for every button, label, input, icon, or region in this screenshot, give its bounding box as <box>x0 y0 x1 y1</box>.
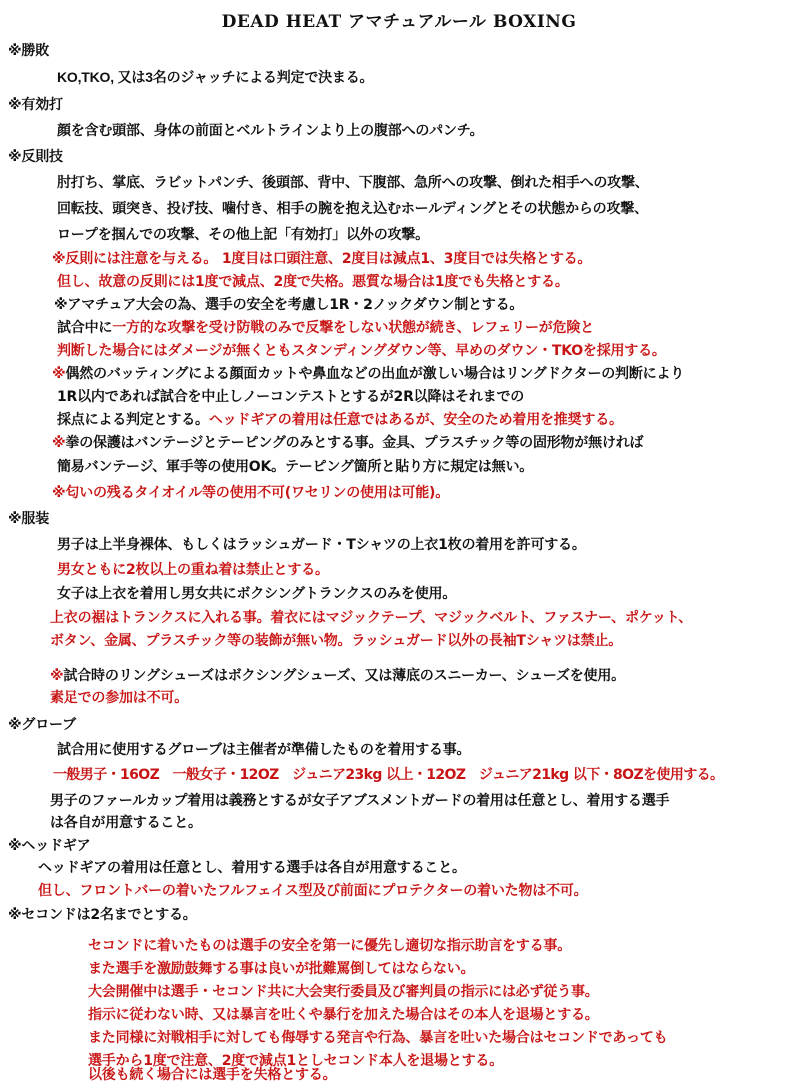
fukusou-line-6-text: 試合時のリングシューズはボクシングシューズ、又は薄底のスニーカー、シューズを使用。 <box>63 668 625 684</box>
glove-line-4: は各自が用意すること。 <box>50 815 202 831</box>
second-line-4: 指示に従わない時、又は暴言を吐くや暴行を加えた場合はその本人を退場とする。 <box>88 1007 599 1023</box>
yuukoudaku-line-1: 顔を含む頭部、身体の前面とベルトラインより上の腹部へのパンチ。 <box>57 123 484 139</box>
hansoku-line-10: 1R以内であれば試合を中止しノーコンテストとするが2R以降はそれまでの <box>57 389 525 405</box>
fukusou-line-5: ボタン、金属、プラスチック等の装飾が無い物。ラッシュガード以外の長袖Tシャツは禁止。 <box>50 633 623 649</box>
glove-line-1: 試合用に使用するグローブは主催者が準備したものを着用する事。 <box>57 742 471 758</box>
second-line-5: また同様に対戦相手に対しても侮辱する発言や行為、暴言を吐いた場合はセコンドであっても <box>88 1030 668 1046</box>
hansoku-line-3: ロープを掴んでの攻撃、その他上記「有効打」以外の攻撃。 <box>57 227 429 243</box>
hansoku-line-7-red: 一方的な攻撃を受け防戦のみで反撃をしない状態が続き、レフェリーが危険と <box>112 320 594 336</box>
headgear-line-1: ヘッドギアの着用は任意とし、着用する選手は各自が用意すること。 <box>38 860 466 876</box>
fukusou-line-1: 男子は上半身裸体、もしくはラッシュガード・Tシャツの上衣1枚の着用を許可する。 <box>57 537 586 553</box>
hansoku-line-11-red: ヘッドギアの着用は任意ではあるが、安全のため着用を推奨する。 <box>208 412 623 428</box>
headgear-line-2: 但し、フロントバーの着いたフルフェイス型及び前面にプロテクターの着いた物は不可。 <box>38 883 588 899</box>
hansoku-line-8: 判断した場合にはダメージが無くともスタンディングダウン等、早めのダウン・TKOを採用する。 <box>57 343 666 359</box>
section-heading-second: ※セコンドは2名までとする。 <box>8 907 197 923</box>
section-heading-headgear: ※ヘッドギア <box>8 838 91 854</box>
hansoku-line-6: ※アマチュア大会の為、選手の安全を考慮し1R・2ノックダウン制とする。 <box>54 297 524 313</box>
fukusou-line-7: 素足での参加は不可。 <box>50 690 188 706</box>
hansoku-line-5: 但し、故意の反則には1度で減点、2度で失格。悪質な場合は1度でも失格とする。 <box>57 274 569 290</box>
second-line-7: 以後も続く場合には選手を失格とする。 <box>88 1067 337 1083</box>
hansoku-line-4: ※反則には注意を与える。 1度目は口頭注意、2度目は減点1、3度目では失格とする。 <box>52 251 592 267</box>
hansoku-line-11 <box>57 411 623 429</box>
hansoku-line-12-text: 拳の保護はバンテージとテーピングのみとする事。金具、プラスチック等の固形物が無ければ <box>65 435 644 451</box>
section-heading-shouhai: ※勝敗 <box>8 43 50 59</box>
hansoku-line-12 <box>52 434 643 452</box>
hansoku-line-7-prefix: 試合中に <box>57 320 113 336</box>
hansoku-line-13: 簡易バンテージ、軍手等の使用OK。テーピング箇所と貼り方に規定は無い。 <box>57 459 534 475</box>
hansoku-line-9-mark: ※ <box>52 366 66 382</box>
second-line-3: 大会開催中は選手・セコンド共に大会実行委員及び審判員の指示には必ず従う事。 <box>88 984 599 1000</box>
section-heading-yuukoudaku: ※有効打 <box>8 97 63 113</box>
hansoku-line-14: ※匂いの残るタイオイル等の使用不可(ワセリンの使用は可能)。 <box>52 485 450 501</box>
shouhai-line-1: KO,TKO, 又は3名のジャッチによる判定で決まる。 <box>57 69 374 85</box>
hansoku-line-9 <box>52 365 684 383</box>
second-line-2: また選手を激励鼓舞する事は良いが批難罵倒してはならない。 <box>88 961 475 977</box>
fukusou-line-6 <box>50 667 625 685</box>
hansoku-line-2: 回転技、頭突き、投げ技、噛付き、相手の腕を抱え込むホールディングとその状態からの攻撃、 <box>57 201 648 217</box>
glove-line-3: 男子のファールカップ着用は義務とするが女子アブスメントガードの着用は任意とし、着用する選手 <box>50 793 670 809</box>
hansoku-line-9-text: 偶然のバッティングによる顔面カットや鼻血などの出血が激しい場合はリングドクターの判断により <box>65 366 685 382</box>
section-heading-fukusou: ※服装 <box>8 511 50 527</box>
section-heading-hansoku: ※反則技 <box>8 149 63 165</box>
hansoku-line-11-prefix: 採点による判定とする。 <box>57 412 209 428</box>
second-line-1: セコンドに着いたものは選手の安全を第一に優先し適切な指示助言をする事。 <box>88 938 571 954</box>
fukusou-line-4: 上衣の裾はトランクスに入れる事。着衣にはマジックテープ、マジックベルト、ファスナー、ポケット、 <box>50 610 693 626</box>
hansoku-line-7 <box>57 319 594 337</box>
glove-line-2: 一般男子・16OZ 一般女子・12OZ ジュニア23kg 以上・12OZ ジュニア21kg 以下・8OZを使用する。 <box>53 767 724 783</box>
fukusou-line-6-mark: ※ <box>50 668 64 684</box>
fukusou-line-3: 女子は上衣を着用し男女共にボクシングトランクスのみを使用。 <box>57 586 457 602</box>
page-title: DEAD HEAT アマチュアルール BOXING <box>221 12 577 32</box>
hansoku-line-12-mark: ※ <box>52 435 66 451</box>
fukusou-line-2: 男女ともに2枚以上の重ね着は禁止とする。 <box>57 562 329 578</box>
hansoku-line-1: 肘打ち、掌底、ラビットパンチ、後頭部、背中、下腹部、急所への攻撃、倒れた相手への攻撃、 <box>57 175 649 191</box>
second-line-6: 選手から1度で注意、2度で減点1としセコンド本人を退場とする。 <box>88 1053 504 1069</box>
section-heading-glove: ※グローブ <box>8 717 76 733</box>
